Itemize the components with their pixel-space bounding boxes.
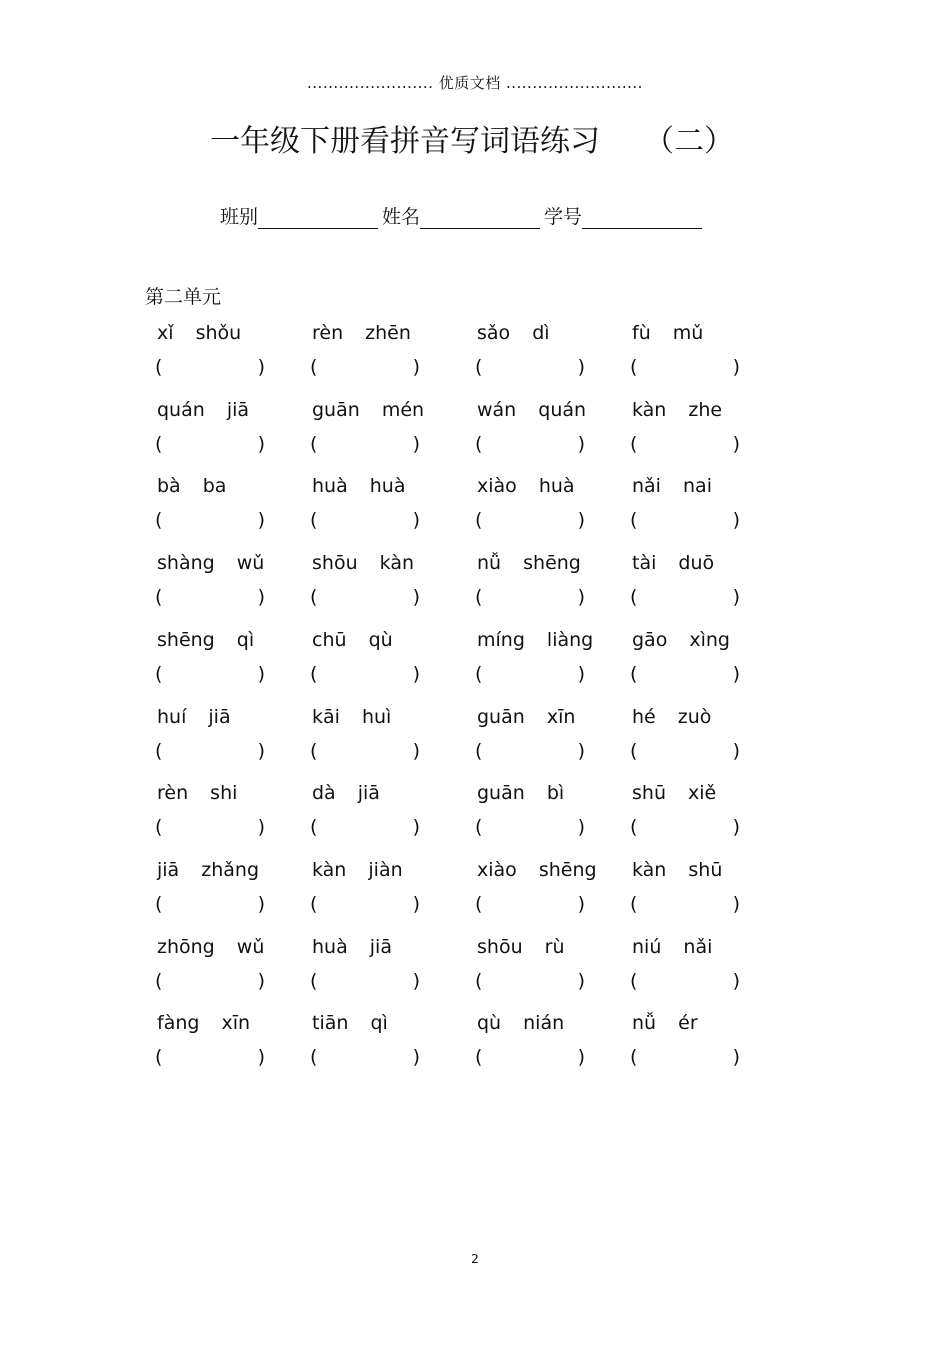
pinyin-word: qù nián <box>477 1012 565 1035</box>
answer-blank[interactable] <box>630 1046 740 1068</box>
pinyin-word: zhōng wǔ <box>157 935 265 958</box>
paren-close: ) <box>412 662 420 685</box>
answer-blank[interactable] <box>475 663 585 685</box>
answer-blank[interactable] <box>475 586 585 608</box>
answer-blank[interactable] <box>630 586 740 608</box>
answer-blank[interactable] <box>630 740 740 762</box>
paren-open: ( <box>475 816 483 839</box>
answer-row <box>0 970 950 1010</box>
pinyin-word: rèn shi <box>157 782 238 805</box>
answer-blank[interactable] <box>475 1046 585 1068</box>
answer-row <box>0 740 950 780</box>
answer-blank[interactable] <box>310 586 420 608</box>
paren-close: ) <box>732 662 740 685</box>
page-header: ........................ 优质文档 .......................... <box>307 74 643 92</box>
paren-open: ( <box>155 1046 163 1069</box>
paren-open: ( <box>155 662 163 685</box>
paren-close: ) <box>412 432 420 455</box>
answer-row <box>0 433 950 473</box>
paren-open: ( <box>630 586 638 609</box>
answer-blank[interactable] <box>155 356 265 378</box>
paren-close: ) <box>577 739 585 762</box>
paren-close: ) <box>412 356 420 378</box>
paren-open: ( <box>630 509 638 532</box>
paren-open: ( <box>475 1046 483 1069</box>
answer-blank[interactable] <box>155 586 265 608</box>
name-label: 姓名 <box>382 206 421 228</box>
pinyin-word: kàn zhe <box>632 398 723 421</box>
paren-close: ) <box>577 662 585 685</box>
answer-blank[interactable] <box>475 433 585 455</box>
pinyin-word: nǚ shēng <box>477 552 581 575</box>
paren-open: ( <box>630 1046 638 1069</box>
answer-blank[interactable] <box>310 509 420 531</box>
answer-blank[interactable] <box>475 816 585 838</box>
paren-open: ( <box>155 356 163 378</box>
paren-open: ( <box>310 816 318 839</box>
paren-close: ) <box>412 892 420 915</box>
page-title <box>210 116 770 160</box>
answer-row <box>0 1046 950 1086</box>
pinyin-word: jiā zhǎng <box>157 858 260 881</box>
answer-blank[interactable] <box>310 1046 420 1068</box>
paren-open: ( <box>475 432 483 455</box>
pinyin-word: shàng wǔ <box>157 552 265 575</box>
pinyin-word: kàn shū <box>632 858 723 881</box>
paren-open: ( <box>630 892 638 915</box>
pinyin-word: wán quán <box>477 398 587 421</box>
answer-blank[interactable] <box>310 663 420 685</box>
answer-blank[interactable] <box>155 893 265 915</box>
pinyin-word: xiào shēng <box>477 858 597 881</box>
paren-open: ( <box>630 356 638 378</box>
paren-open: ( <box>475 739 483 762</box>
paren-close: ) <box>257 432 265 455</box>
paren-close: ) <box>732 1046 740 1069</box>
answer-row <box>0 356 950 396</box>
paren-open: ( <box>630 969 638 992</box>
answer-blank[interactable] <box>310 893 420 915</box>
paren-open: ( <box>310 739 318 762</box>
pinyin-word: shōu kàn <box>312 552 415 575</box>
pinyin-word: gāo xìng <box>632 628 730 651</box>
paren-open: ( <box>630 739 638 762</box>
paren-open: ( <box>630 816 638 839</box>
answer-row <box>0 663 950 703</box>
pinyin-word: huí jiā <box>157 705 231 728</box>
paren-close: ) <box>257 892 265 915</box>
paren-close: ) <box>412 1046 420 1069</box>
paren-open: ( <box>155 892 163 915</box>
class-blank[interactable] <box>258 206 378 229</box>
answer-blank[interactable] <box>310 816 420 838</box>
pinyin-word: shēng qì <box>157 628 255 651</box>
answer-blank[interactable] <box>475 509 585 531</box>
paren-close: ) <box>412 969 420 992</box>
paren-close: ) <box>412 816 420 839</box>
paren-close: ) <box>577 509 585 532</box>
pinyin-word: tài duō <box>632 552 715 575</box>
paren-open: ( <box>310 1046 318 1069</box>
answer-blank[interactable] <box>155 509 265 531</box>
pinyin-word: xǐ shǒu <box>157 322 242 344</box>
paren-open: ( <box>155 586 163 609</box>
answer-blank[interactable] <box>310 433 420 455</box>
paren-close: ) <box>732 816 740 839</box>
pinyin-word: fàng xīn <box>157 1012 251 1035</box>
pinyin-word: kàn jiàn <box>312 858 403 881</box>
pinyin-word: tiān qì <box>312 1012 388 1035</box>
pinyin-word: kāi huì <box>312 705 392 728</box>
answer-blank[interactable] <box>155 433 265 455</box>
answer-blank[interactable] <box>155 816 265 838</box>
pinyin-word: nǎi nai <box>632 475 712 498</box>
student-info <box>220 202 706 229</box>
answer-blank[interactable] <box>155 740 265 762</box>
title-suffix: （二） <box>644 124 734 159</box>
pinyin-word: hé zuò <box>632 705 712 728</box>
paren-open: ( <box>475 356 483 378</box>
pinyin-word: guān mén <box>312 398 425 421</box>
pinyin-word: dà jiā <box>312 782 380 805</box>
answer-blank[interactable] <box>475 740 585 762</box>
paren-close: ) <box>732 432 740 455</box>
answer-blank[interactable] <box>630 970 740 992</box>
paren-close: ) <box>257 739 265 762</box>
paren-open: ( <box>310 432 318 455</box>
number-label: 学号 <box>544 206 583 228</box>
answer-blank[interactable] <box>310 356 420 378</box>
pinyin-word: chū qù <box>312 628 393 651</box>
paren-close: ) <box>732 356 740 378</box>
unit-heading: 第二单元 <box>145 286 222 308</box>
paren-close: ) <box>732 509 740 532</box>
paren-open: ( <box>310 586 318 609</box>
paren-close: ) <box>577 816 585 839</box>
pinyin-word: quán jiā <box>157 398 250 421</box>
paren-open: ( <box>475 662 483 685</box>
answer-blank[interactable] <box>475 893 585 915</box>
answer-blank[interactable] <box>630 893 740 915</box>
answer-blank[interactable] <box>475 970 585 992</box>
paren-close: ) <box>577 356 585 378</box>
paren-open: ( <box>475 586 483 609</box>
answer-blank[interactable] <box>155 1046 265 1068</box>
number-blank[interactable] <box>582 206 702 229</box>
paren-open: ( <box>475 892 483 915</box>
paren-open: ( <box>630 662 638 685</box>
name-blank[interactable] <box>420 206 540 229</box>
paren-close: ) <box>257 969 265 992</box>
paren-open: ( <box>475 969 483 992</box>
answer-blank[interactable] <box>630 816 740 838</box>
paren-close: ) <box>732 969 740 992</box>
pinyin-word: guān xīn <box>477 705 576 728</box>
paren-close: ) <box>577 432 585 455</box>
paren-close: ) <box>732 892 740 915</box>
paren-open: ( <box>155 816 163 839</box>
paren-close: ) <box>577 969 585 992</box>
answer-row <box>0 893 950 933</box>
paren-open: ( <box>310 969 318 992</box>
paren-close: ) <box>732 739 740 762</box>
answer-blank[interactable] <box>310 740 420 762</box>
pinyin-word: bà ba <box>157 475 227 498</box>
answer-blank[interactable] <box>475 356 585 378</box>
answer-blank[interactable] <box>630 356 740 378</box>
pinyin-word: nǚ ér <box>632 1012 698 1035</box>
pinyin-word: míng liàng <box>477 628 594 651</box>
paren-close: ) <box>577 1046 585 1069</box>
paren-close: ) <box>412 509 420 532</box>
paren-close: ) <box>412 586 420 609</box>
paren-open: ( <box>155 739 163 762</box>
paren-open: ( <box>310 892 318 915</box>
pinyin-word: xiào huà <box>477 475 575 498</box>
class-label: 班别 <box>220 206 259 228</box>
pinyin-word: rèn zhēn <box>312 322 411 344</box>
paren-close: ) <box>257 356 265 378</box>
pinyin-word: huà jiā <box>312 935 392 958</box>
paren-open: ( <box>310 356 318 378</box>
paren-open: ( <box>155 509 163 532</box>
answer-blank[interactable] <box>155 970 265 992</box>
page-number: 2 <box>471 1252 479 1266</box>
pinyin-word: fù mǔ <box>632 322 704 344</box>
answer-row <box>0 816 950 856</box>
paren-close: ) <box>257 509 265 532</box>
paren-open: ( <box>155 432 163 455</box>
pinyin-word: guān bì <box>477 782 565 805</box>
paren-open: ( <box>475 509 483 532</box>
answer-blank[interactable] <box>630 509 740 531</box>
paren-close: ) <box>577 892 585 915</box>
pinyin-word: sǎo dì <box>477 322 550 344</box>
paren-close: ) <box>257 662 265 685</box>
paren-close: ) <box>257 1046 265 1069</box>
paren-open: ( <box>630 432 638 455</box>
answer-blank[interactable] <box>310 970 420 992</box>
paren-open: ( <box>310 509 318 532</box>
paren-close: ) <box>257 586 265 609</box>
paren-open: ( <box>310 662 318 685</box>
answer-row <box>0 586 950 626</box>
paren-open: ( <box>155 969 163 992</box>
answer-blank[interactable] <box>630 433 740 455</box>
answer-blank[interactable] <box>630 663 740 685</box>
paren-close: ) <box>732 586 740 609</box>
pinyin-word: shū xiě <box>632 782 717 805</box>
pinyin-word: shōu rù <box>477 935 565 958</box>
answer-blank[interactable] <box>155 663 265 685</box>
pinyin-word: huà huà <box>312 475 406 498</box>
paren-close: ) <box>412 739 420 762</box>
answer-row <box>0 509 950 549</box>
paren-close: ) <box>577 586 585 609</box>
title-text: 一年级下册看拼音写词语练习 <box>210 124 600 159</box>
pinyin-word: niú nǎi <box>632 935 713 958</box>
paren-close: ) <box>257 816 265 839</box>
